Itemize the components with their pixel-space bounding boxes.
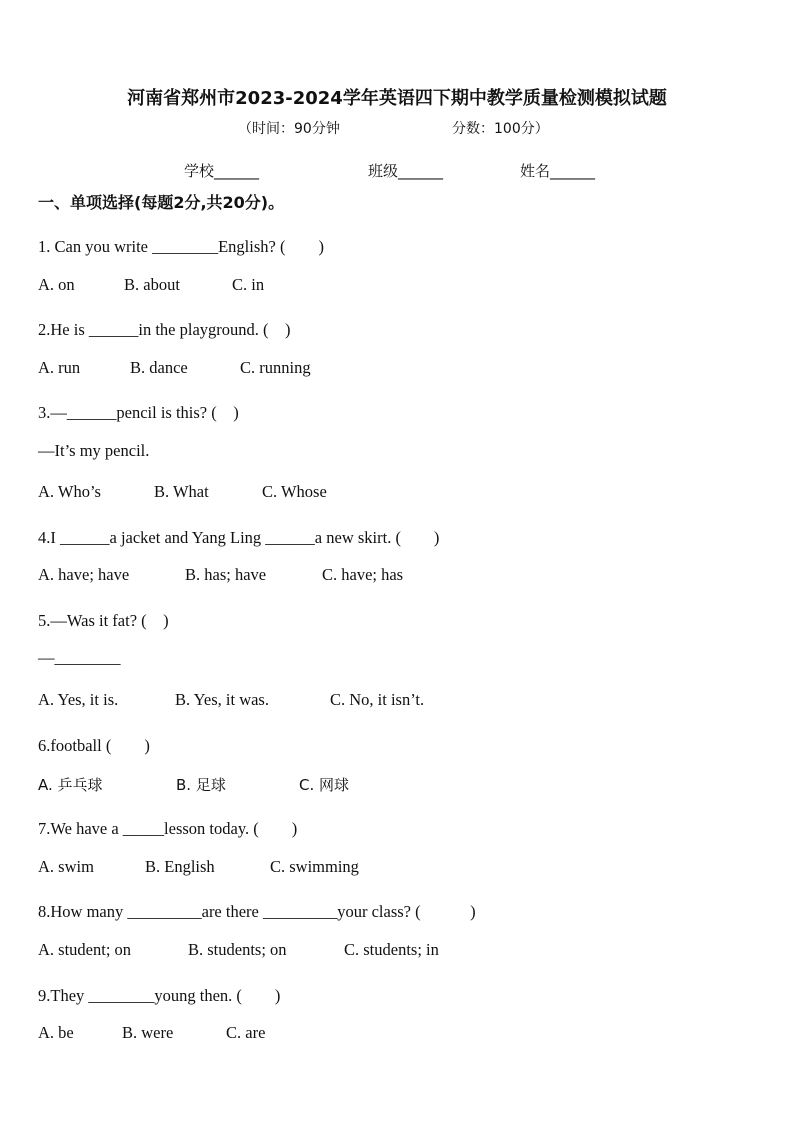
q1-option-b: B. about bbox=[124, 275, 180, 294]
total-score: 分数：100分） bbox=[452, 121, 549, 137]
question-3: 3.—______pencil is this? ( ) bbox=[38, 403, 239, 422]
q9-option-c: C. are bbox=[226, 1023, 266, 1042]
q7-option-c: C. swimming bbox=[270, 857, 359, 876]
question-3-reply: —It’s my pencil. bbox=[38, 441, 150, 460]
q2-option-c: C. running bbox=[240, 358, 311, 377]
question-7: 7.We have a _____lesson today. ( ) bbox=[38, 819, 298, 838]
q6-option-c: C. 网球 bbox=[299, 776, 350, 794]
q8-option-a: A. student; on bbox=[38, 940, 132, 959]
q4-option-b: B. has; have bbox=[185, 565, 267, 584]
school-field: 学校______ bbox=[184, 162, 260, 180]
question-2: 2.He is ______in the playground. ( ) bbox=[38, 320, 291, 339]
name-field: 姓名______ bbox=[520, 162, 596, 180]
question-6: 6.football ( ) bbox=[38, 736, 150, 755]
q5-option-a: A. Yes, it is. bbox=[38, 690, 119, 709]
question-4: 4.I ______a jacket and Yang Ling ______a new skirt. ( ) bbox=[38, 528, 440, 547]
q4-option-c: C. have; has bbox=[322, 565, 404, 584]
q9-option-b: B. were bbox=[122, 1023, 174, 1042]
q1-option-c: C. in bbox=[232, 275, 265, 294]
time-limit: （时间：90分钟 bbox=[238, 121, 340, 137]
q8-option-b: B. students; on bbox=[188, 940, 287, 959]
question-5: 5.—Was it fat? ( ) bbox=[38, 611, 169, 630]
question-5-reply: —________ bbox=[38, 648, 121, 667]
q3-option-a: A. Who’s bbox=[38, 482, 101, 501]
page-title: 河南省郑州市2023-2024学年英语四下期中教学质量检测模拟试题 bbox=[127, 88, 667, 109]
question-9: 9.They ________young then. ( ) bbox=[38, 986, 281, 1005]
q3-option-c: C. Whose bbox=[262, 482, 327, 501]
q6-option-a: A. 乒乓球 bbox=[38, 776, 103, 794]
question-1: 1. Can you write ________English? ( ) bbox=[38, 237, 324, 256]
q3-option-b: B. What bbox=[154, 482, 209, 501]
q6-option-b: B. 足球 bbox=[176, 776, 226, 794]
section-heading: 一、单项选择(每题2分,共20分)。 bbox=[38, 193, 285, 212]
q9-option-a: A. be bbox=[38, 1023, 74, 1042]
q2-option-a: A. run bbox=[38, 358, 81, 377]
q1-option-a: A. on bbox=[38, 275, 75, 294]
q2-option-b: B. dance bbox=[130, 358, 188, 377]
q7-option-b: B. English bbox=[145, 857, 215, 876]
question-8: 8.How many _________are there _________your class? ( ) bbox=[38, 902, 476, 921]
q5-option-c: C. No, it isn’t. bbox=[330, 690, 425, 709]
class-field: 班级______ bbox=[368, 162, 444, 180]
q5-option-b: B. Yes, it was. bbox=[175, 690, 269, 709]
q8-option-c: C. students; in bbox=[344, 940, 439, 959]
q4-option-a: A. have; have bbox=[38, 565, 130, 584]
q7-option-a: A. swim bbox=[38, 857, 94, 876]
